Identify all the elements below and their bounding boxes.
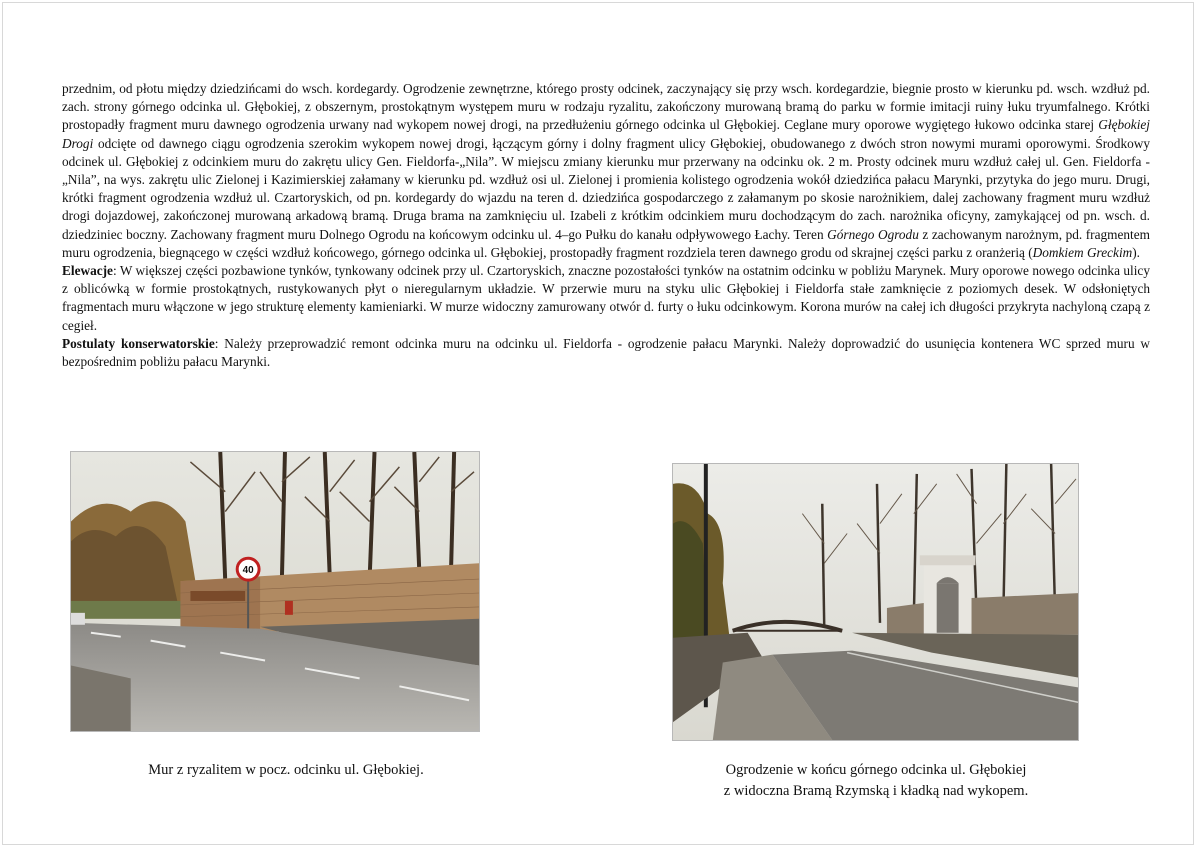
caption-line: z widoczna Bramą Rzymską i kładką nad wykopem. (723, 783, 1029, 799)
italic-term: Głębokiej Drogi (62, 117, 1150, 151)
caption-line: Mur z ryzalitem w pocz. odcinku ul. Głębokiej. (148, 762, 424, 778)
conservation-heading: Postulaty konserwatorskie (62, 335, 215, 351)
speed-limit-sign-text: 40 (242, 565, 254, 577)
document-body (62, 80, 1150, 371)
italic-term: Górnego Ogrodu (827, 226, 919, 242)
elevations-heading: Elewacje (62, 263, 113, 279)
photo-wall-ryzalit-image (71, 452, 479, 731)
paragraph-elevations: Elewacje: W większej części pozbawione tynków, tynkowany odcinek przy ul. Czartoryskich, znaczne pozostałości tynków na ostatnim odcinku w pobliżu Marynek. Mury oporowe nowego odcinka ulicy z oblicówką w formie prostokątnych, rustykowanych płyt o nieregularnym układzie. W przerwie muru na styku ulic Głębokiej i Fieldorfa stałe zamknięcie z poziomych desek. W odsłoniętych fragmentach muru włączone w jego strukturę elementy kamieniarki. W murze widoczny zamurowany otwór d. furty o łuku odcinkowym. Korona murów na całej ich długości przykryta nachyloną czapą z cegieł. (62, 263, 1150, 333)
photo-caption (70, 760, 502, 781)
photo-caption (656, 760, 1096, 802)
photo-roman-gate-image (673, 464, 1078, 740)
photo-roman-gate (672, 463, 1079, 741)
caption-line: Ogrodzenie w końcu górnego odcinka ul. Głębokiej (725, 762, 1027, 778)
paragraph-description: przednim, od płotu między dziedzińcami do wsch. kordegardy. Ogrodzenie zewnętrzne, którego prosty odcinek, zaczynający się przy wsch. kordegardzie, biegnie prosto w kierunku pd. wsch. wzdłuż pd. zach. strony górnego odcinka ul. Głębokiej, z obszernym, prostokątnym występem muru w rodzaju ryzalitu, zakończony murowaną bramą do parku w formie imitacji ruiny łuku tryumfalnego. Krótki prostopadły fragment muru dawnego ogrodzenia urwany nad wykopem nowej drogi, na przedłużeniu górnego odcinka ul Głębokiej. Ceglane mury oporowe wygiętego łukowo odcinka starej Głębokiej Drogi odcięte od dawnego ciągu ogrodzenia szerokim wykopem nowej drogi, łączącym górny i dolny fragment ulicy Głębokiej, obudowanego z dwóch stron nowymi murami oporowymi. Środkowy odcinek ul. Głębokiej z odcinkiem muru do zakrętu ulicy Gen. Fieldorfa-„Nila”. W miejscu zmiany kierunku mur przerwany na odcinku ok. 2 m. Prosty odcinek muru wzdłuż całej ul. Gen. Fieldorfa - „Nila”, na wys. zakrętu ulic Zielonej i Kazimierskiej załamany w kierunku pd. wzdłuż osi ul. Zielonej i promienia kolistego ogrodzenia wokół dziedzińca pałacu Marynki, przytyka do jego muru. Drugi, krótki fragment ogrodzenia wzdłuż ul. Czartoryskich, od pn. kordegardy do wjazdu na teren d. dziedzińca gospodarczego z załamanym po skosie narożnikiem, dalej zachowany fragment muru wzdłuż drogi dojazdowej, zakończonej murowaną arkadową bramą. Druga brama na zamknięciu ul. Izabeli z krótkim odcinkiem muru dochodzącym do zach. narożnika oficyny, zamykającej od pn. wsch. d. dziedziniec boczny. Zachowany fragment muru Dolnego Ogrodu na końcowym odcinku ul. 4–go Pułku do kanału odpływowego Łachy. Teren Górnego Ogrodu z zachowanym narożnym, pd. fragmentem muru ogrodzenia, biegnącego w części wzdłuż końcowego, górnego odcinka ul. Głębokiej, prostopadły fragment rozdziela teren dawnego grodu od skrajnej części parku z oranżerią (Domkiem Greckim). (62, 81, 1150, 260)
photo-wall-ryzalit (70, 451, 480, 732)
italic-term: Domkiem Greckim (1032, 244, 1133, 260)
paragraph-conservation: Postulaty konserwatorskie: Należy przeprowadzić remont odcinka muru na odcinku ul. Fieldorfa - ogrodzenie pałacu Marynki. Należy doprowadzić do usunięcia kontenera WC sprzed muru w bezpośrednim pobliżu pałacu Marynki. (62, 335, 1150, 370)
